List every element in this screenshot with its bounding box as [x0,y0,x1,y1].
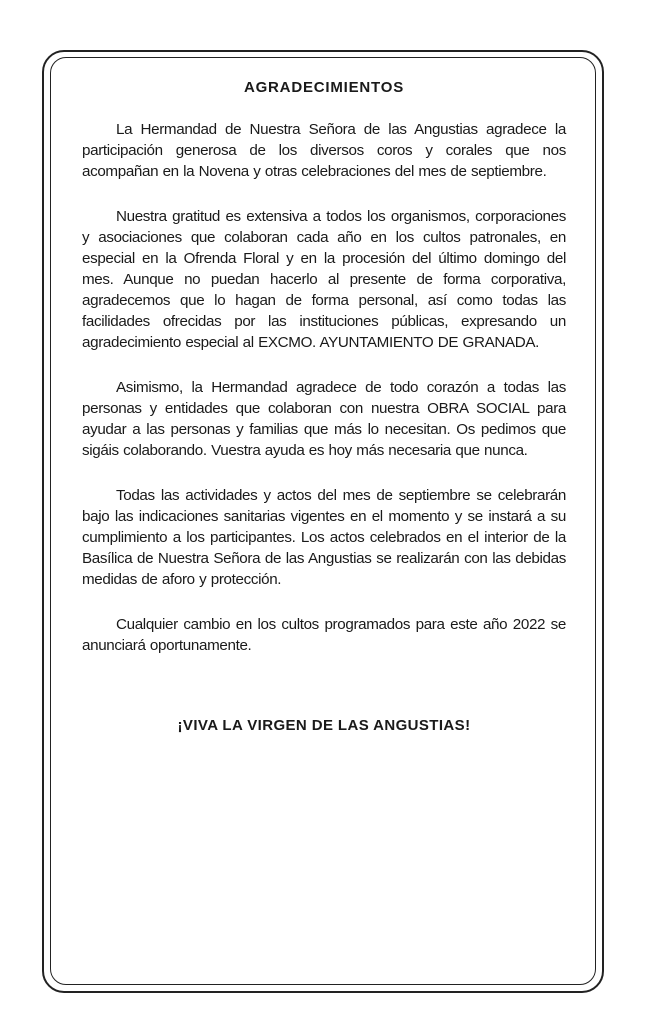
page-title: AGRADECIMIENTOS [243,79,405,96]
paragraph-health-measures: Todas las actividades y actos del mes de septiembre se celebrarán bajo las indicaciones sanitarias vigentes en el momento y se instará a su cumplimiento a los participantes. Los actos celebrados en el interior de la Basílica de Nuestra Señora de las Angustias se realizarán con las debidas medidas de aforo y protección. [82,487,566,588]
paragraph-gratitude: Nuestra gratitud es extensiva a todos los organismos, corporaciones y asociaciones que colaboran cada año en los cultos patronales, en especial en la Ofrenda Floral y en la procesión del último domingo del mes. Aunque no puedan hacerlo al presente de forma corporativa, agradecemos que lo hagan de forma personal, así como todas las facilidades ofrecidas por las instituciones públicas, expresando un agradecimiento especial al EXCMO. AYUNTAMIENTO DE GRANADA. [82,208,566,351]
closing-exclamation: ¡VIVA LA VIRGEN DE LAS ANGUSTIAS! [177,717,471,734]
document-body [82,78,566,736]
paragraph-changes: Cualquier cambio en los cultos programados para este año 2022 se anunciará oportunamente. [82,616,566,654]
paragraph-choirs: La Hermandad de Nuestra Señora de las Angustias agradece la participación generosa de los diversos coros y corales que nos acompañan en la Novena y otras celebraciones del mes de septiembre. [82,121,566,180]
paragraph-social-work: Asimismo, la Hermandad agradece de todo corazón a todas las personas y entidades que colaboran con nuestra OBRA SOCIAL para ayudar a las personas y familias que más lo necesitan. Os pedimos que sigáis colaborando. Vuestra ayuda es hoy más necesaria que nunca. [82,379,566,459]
